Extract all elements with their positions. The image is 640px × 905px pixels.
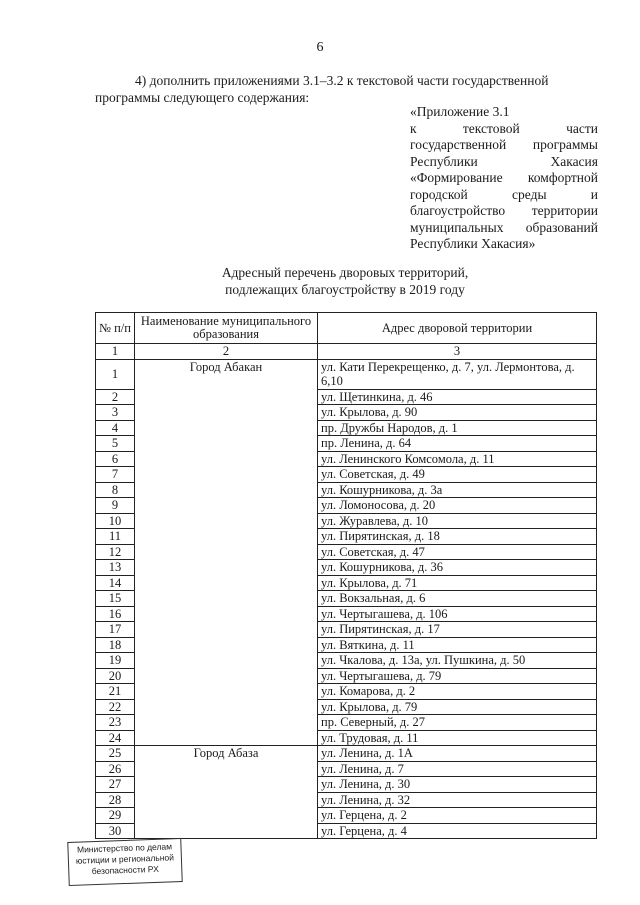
- row-address: ул. Пирятинская, д. 17: [318, 622, 597, 638]
- row-address: ул. Вяткина, д. 11: [318, 637, 597, 653]
- row-address: ул. Советская, д. 47: [318, 544, 597, 560]
- row-address: ул. Крылова, д. 79: [318, 699, 597, 715]
- header-num: № п/п: [96, 313, 135, 344]
- table-title-line-1: Адресный перечень дворовых территорий,: [221, 265, 469, 280]
- row-address: ул. Ломоносова, д. 20: [318, 498, 597, 514]
- row-number: 6: [96, 451, 135, 467]
- row-number: 7: [96, 467, 135, 483]
- appendix-line: муниципальных образований: [410, 219, 598, 235]
- table-title-line-2: подлежащих благоустройству в 2019 году: [225, 282, 465, 297]
- row-address: ул. Вокзальная, д. 6: [318, 591, 597, 607]
- row-number: 2: [96, 389, 135, 405]
- row-number: 25: [96, 746, 135, 762]
- row-address: ул. Щетинкина, д. 46: [318, 389, 597, 405]
- appendix-line: городской среды и: [410, 186, 598, 202]
- row-number: 11: [96, 529, 135, 545]
- row-address: пр. Ленина, д. 64: [318, 436, 597, 452]
- row-address: ул. Ленина, д. 7: [318, 761, 597, 777]
- row-number: 22: [96, 699, 135, 715]
- table-body: [96, 359, 597, 839]
- paragraph-line-2: программы следующего содержания:: [95, 90, 310, 105]
- row-address: ул. Кошурникова, д. 36: [318, 560, 597, 576]
- row-number: 1: [96, 359, 135, 389]
- row-address: ул. Ленина, д. 30: [318, 777, 597, 793]
- row-address: ул. Герцена, д. 4: [318, 823, 597, 839]
- page-number: 6: [316, 40, 324, 55]
- registration-stamp: [67, 838, 182, 886]
- row-number: 8: [96, 482, 135, 498]
- row-number: 14: [96, 575, 135, 591]
- stamp-line: безопасности РХ: [91, 863, 159, 877]
- row-address: ул. Ленина, д. 32: [318, 792, 597, 808]
- appendix-line: благоустройство территории: [410, 203, 598, 218]
- row-number: 28: [96, 792, 135, 808]
- row-number: 4: [96, 420, 135, 436]
- row-address: пр. Дружбы Народов, д. 1: [318, 420, 597, 436]
- row-address: ул. Крылова, д. 71: [318, 575, 597, 591]
- row-number: 16: [96, 606, 135, 622]
- row-number: 17: [96, 622, 135, 638]
- index-cell: 2: [135, 344, 318, 360]
- row-address: ул. Кати Перекрещенко, д. 7, ул. Лермонтова, д. 6,10: [318, 359, 597, 389]
- amendment-paragraph: [95, 72, 595, 106]
- appendix-line: «Формирование комфортной: [410, 170, 598, 185]
- row-number: 20: [96, 668, 135, 684]
- appendix-heading: [410, 104, 598, 253]
- row-number: 27: [96, 777, 135, 793]
- stamp-line: юстиции и региональной: [75, 852, 175, 866]
- appendix-line: к текстовой части: [410, 120, 598, 136]
- row-address: ул. Комарова, д. 2: [318, 684, 597, 700]
- row-address: ул. Советская, д. 49: [318, 467, 597, 483]
- table-row: [96, 359, 597, 389]
- row-address: ул. Ленинского Комсомола, д. 11: [318, 451, 597, 467]
- row-address: ул. Чертыгашева, д. 106: [318, 606, 597, 622]
- table-row: [96, 746, 597, 762]
- appendix-line: Республики Хакасия: [410, 153, 598, 169]
- row-address: ул. Трудовая, д. 11: [318, 730, 597, 746]
- row-number: 3: [96, 405, 135, 421]
- row-number: 29: [96, 808, 135, 824]
- appendix-line: государственной программы: [410, 137, 598, 152]
- row-number: 21: [96, 684, 135, 700]
- row-number: 13: [96, 560, 135, 576]
- header-address: Адрес дворовой территории: [318, 313, 597, 344]
- row-address: ул. Герцена, д. 2: [318, 808, 597, 824]
- row-number: 18: [96, 637, 135, 653]
- row-number: 30: [96, 823, 135, 839]
- row-number: 19: [96, 653, 135, 669]
- row-number: 24: [96, 730, 135, 746]
- paragraph-line-1: 4) дополнить приложениями 3.1–3.2 к текстовой части государственной: [135, 73, 549, 88]
- row-address: ул. Пирятинская, д. 18: [318, 529, 597, 545]
- row-number: 5: [96, 436, 135, 452]
- row-address: ул. Чкалова, д. 13а, ул. Пушкина, д. 50: [318, 653, 597, 669]
- row-address: ул. Кошурникова, д. 3а: [318, 482, 597, 498]
- appendix-line: Республики Хакасия»: [410, 236, 536, 251]
- row-address: ул. Крылова, д. 90: [318, 405, 597, 421]
- row-number: 23: [96, 715, 135, 731]
- index-cell: 1: [96, 344, 135, 360]
- row-address: пр. Северный, д. 27: [318, 715, 597, 731]
- row-number: 9: [96, 498, 135, 514]
- municipality-name: Город Абакан: [135, 359, 318, 746]
- row-address: ул. Журавлева, д. 10: [318, 513, 597, 529]
- municipality-name: Город Абаза: [135, 746, 318, 839]
- table-index-row: [96, 344, 597, 360]
- appendix-line: «Приложение 3.1: [410, 104, 510, 119]
- row-number: 15: [96, 591, 135, 607]
- row-number: 12: [96, 544, 135, 560]
- stamp-line: Министерство по делам: [76, 841, 173, 855]
- table-title: [95, 264, 595, 298]
- row-number: 26: [96, 761, 135, 777]
- row-address: ул. Чертыгашева, д. 79: [318, 668, 597, 684]
- header-municipality: Наименование муниципального образования: [135, 313, 318, 344]
- index-cell: 3: [318, 344, 597, 360]
- row-number: 10: [96, 513, 135, 529]
- row-address: ул. Ленина, д. 1А: [318, 746, 597, 762]
- address-table: [95, 312, 597, 839]
- table-header-row: [96, 313, 597, 344]
